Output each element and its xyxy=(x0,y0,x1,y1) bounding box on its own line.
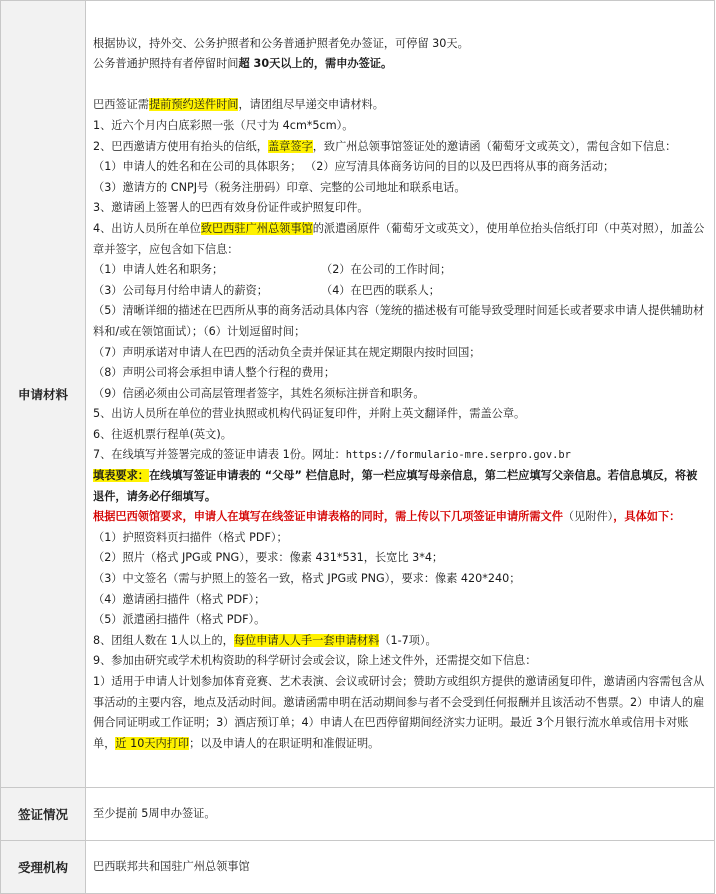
bold-notice: 超 30天以上的，需申办签证。 xyxy=(238,57,393,71)
highlight-one-set: 每位申请人人手一套申请材料 xyxy=(233,633,380,647)
highlight-print-date: 近 10天内打印 xyxy=(115,736,190,750)
materials-content xyxy=(86,1,715,788)
intro-line-2: 公务普通护照持有者停留时间超 30天以上的，需申办签证。 xyxy=(93,57,393,71)
row-materials xyxy=(1,1,715,788)
highlight-consulate: 致巴西驻广州总领事馆 xyxy=(200,221,313,235)
item-7: 7、在线填写并签署完成的签证申请表 1份。网址：https://formulario-mre.serpro.gov.br xyxy=(93,448,571,462)
fill-requirement: 填表要求：在线填写签证申请表的 “父母” 栏信息时，第一栏应填写母亲信息，第二栏应填写父亲信息。若信息填反，将被退件，请务必仔细填写。 xyxy=(93,469,698,503)
row-office xyxy=(1,841,715,894)
item-2-sub-3: （3）邀请方的 CNPJ号（税务注册码）印章、完整的公司地址和联系电话。 xyxy=(93,180,466,194)
item-6: 6、往返机票行程单(英文)。 xyxy=(93,427,232,441)
highlight-appointment: 提前预约送件时间 xyxy=(148,98,239,112)
visa-text: 至少提前 5周申办签证。 xyxy=(93,806,216,820)
item-5: 5、出访人员所在单位的营业执照或机构代码证复印件，并附上英文翻译件，需盖公章。 xyxy=(93,407,526,421)
item-2: 2、巴西邀请方使用有抬头的信纸，盖章签字，致广州总领事馆签证处的邀请函（葡萄牙文或英文），需包含如下信息： xyxy=(93,139,677,153)
item-9: 9、参加由研究或学术机构资助的科学研讨会或会议，除上述文件外，还需提交如下信息： xyxy=(93,654,537,668)
item-4-sub-row-2: （3）公司每月付给申请人的薪资； （4）在巴西的联系人； xyxy=(93,283,440,297)
item-4-sub-8: （8）声明公司将会承担申请人整个行程的费用； xyxy=(93,366,336,380)
application-form-link[interactable]: https://formulario-mre.serpro.gov.br xyxy=(345,449,571,462)
label-visa: 签证情况 xyxy=(1,788,86,841)
upload-2: （2）照片（格式 JPG或 PNG），要求：像素 431*531，长宽比 3*4； xyxy=(93,551,444,565)
highlight-fill-requirement: 填表要求： xyxy=(93,469,149,483)
office-text: 巴西联邦共和国驻广州总领事馆 xyxy=(93,859,250,873)
item-1: 1、近六个月内白底彩照一张（尺寸为 4cm*5cm）。 xyxy=(93,118,354,132)
attachment-note: （见附件） xyxy=(562,510,614,524)
item-3: 3、邀请函上签署人的巴西有效身份证件或护照复印件。 xyxy=(93,201,369,215)
item-4: 4、出访人员所在单位致巴西驻广州总领事馆的派遣函原件（葡萄牙文或英文），使用单位抬头信纸打印（中英对照），加盖公章并签字，应包含如下信息： xyxy=(93,221,705,256)
label-materials: 申请材料 xyxy=(1,1,86,788)
item-4-sub-row-1: （1）申请人姓名和职务； （2）在公司的工作时间； xyxy=(93,263,452,277)
item-4-sub-5: （5）清晰详细的描述在巴西所从事的商务活动具体内容（笼统的描述极有可能导致受理时间延长或者要求申请人提供辅助材料和/或在领馆面试）；（6）计划逗留时间； xyxy=(93,304,705,338)
label-office: 受理机构 xyxy=(1,841,86,894)
upload-3: （3）中文签名（需与护照上的签名一致，格式 JPG或 PNG），要求：像素 420*240； xyxy=(93,572,521,586)
upload-4: （4）邀请函扫描件（格式 PDF）； xyxy=(93,592,266,606)
visa-content xyxy=(86,788,715,841)
item-2-sub-1: （1）申请人的姓名和在公司的具体职务； （2）应写清具体商务访问的目的以及巴西将从事的商务活动； xyxy=(93,160,615,174)
office-content xyxy=(86,841,715,894)
item-8: 8、团组人数在 1人以上的，每位申请人人手一套申请材料（1-7项）。 xyxy=(93,633,437,647)
item-9-body: 1）适用于申请人计划参加体育竞赛、艺术表演、会议或研讨会；赞助方或组织方提供的邀请函复印件，邀请函内容需包含从事活动的主要内容，地点及活动时间。邀请函需申明在活动期间参与者不会受到任何报酬并且该活动不售票。2）申请人的雇佣合同证明或工作证明；3）酒店预订单；4）申请人在巴西停留期间经济实力证明。最近 3个月银行流水单或信用卡对账单，近 10天内打印；以及申请人的在职证明和准假证明。 xyxy=(93,675,705,750)
intro-line-1: 根据协议，持外交、公务护照者和公务普通护照者免办签证，可停留 30天。 xyxy=(93,36,469,50)
item-4-sub-7: （7）声明承诺对申请人在巴西的活动负全责并保证其在规定期限内按时回国； xyxy=(93,345,481,359)
highlight-stamp-sign: 盖章签字 xyxy=(267,139,313,153)
appointment-notice: 巴西签证需提前预约送件时间，请团组尽早递交申请材料。 xyxy=(93,98,384,112)
spacer xyxy=(93,75,708,96)
row-visa xyxy=(1,788,715,841)
upload-5: （5）派遣函扫描件（格式 PDF）。 xyxy=(93,613,266,627)
upload-1: （1）护照资料页扫描件（格式 PDF）； xyxy=(93,530,288,544)
item-4-sub-9: （9）信函必须由公司高层管理者签字，其姓名须标注拼音和职务。 xyxy=(93,386,425,400)
consulate-requirement: 根据巴西领馆要求，申请人在填写在线签证申请表格的同时，需上传以下几项签证申请所需文件（见附件），具体如下： xyxy=(93,510,681,524)
